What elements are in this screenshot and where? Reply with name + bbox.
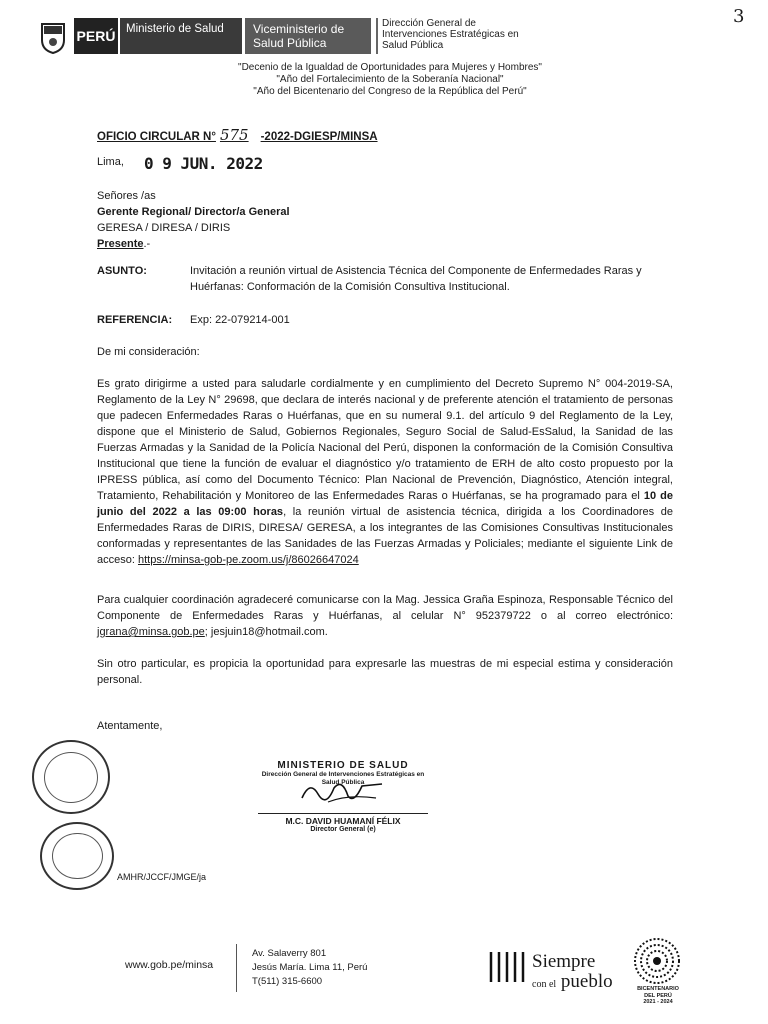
signature-directorate: Dirección General de Intervenciones Estratégicas en Salud Pública	[261, 771, 425, 786]
footer-address-line: Jesús María. Lima 11, Perú	[252, 962, 368, 973]
date-stamp: 0 9 JUN. 2022	[144, 154, 263, 173]
oficio-prefix: OFICIO CIRCULAR N°	[97, 131, 216, 143]
body-paragraph-1	[97, 376, 673, 568]
footer-divider	[236, 944, 237, 992]
zoom-link[interactable]: https://minsa-gob-pe.zoom.us/j/86026647024	[137, 554, 359, 566]
seal-inner-ring	[52, 833, 103, 880]
vice-ministry-badge: Viceministerio de Salud Pública	[245, 18, 371, 54]
place-label: Lima,	[97, 156, 124, 168]
bicentenario-line: DEL PERÚ	[644, 992, 672, 999]
initials: AMHR/JCCF/JMGE/ja	[117, 872, 207, 882]
slogan-line-2: pueblo	[560, 971, 613, 992]
bicentenario-line: 2021 - 2024	[643, 999, 673, 1005]
decenio-line: "Año del Bicentenario del Congreso de la República del Perú"	[253, 86, 527, 97]
ministry-badge: Ministerio de Salud	[120, 18, 242, 54]
body-paragraph-2	[97, 592, 673, 640]
slogan	[532, 952, 613, 995]
signature-role: Director General (e)	[310, 826, 376, 833]
decenio-block	[120, 62, 660, 98]
seal-stamp	[40, 822, 114, 890]
slogan-small: con el	[532, 979, 557, 990]
oficio-number: 575	[219, 126, 249, 144]
referencia-label: REFERENCIA:	[97, 314, 173, 326]
recipient-line: GERESA / DIRESA / DIRIS	[97, 222, 231, 234]
footer-address-line: Av. Salaverry 801	[252, 948, 327, 959]
handwritten-signature-icon	[298, 776, 388, 806]
footer-phone: T(511) 315-6600	[252, 976, 323, 987]
page-mark: 3	[733, 6, 745, 27]
signature-name: M.C. DAVID HUAMANÍ FÉLIX	[285, 816, 401, 826]
asunto-text: Invitación a reunión virtual de Asistencia Técnica del Componente de Enfermedades Raras y Huérfanas: Conformación de la Comisión Consultiva Institucional.	[190, 265, 642, 293]
asunto-label: ASUNTO:	[97, 265, 147, 277]
recipient-presente: Presente	[97, 238, 144, 250]
decenio-line: "Decenio de la Igualdad de Oportunidades para Mujeres y Hombres"	[238, 62, 542, 73]
seal-stamp	[32, 740, 110, 814]
footer-address	[252, 947, 367, 989]
email-link[interactable]: jgrana@minsa.gob.pe	[97, 626, 205, 638]
country-badge: PERÚ	[74, 18, 118, 54]
closing: Atentamente,	[97, 720, 163, 732]
directorate-label: Dirección General de Intervenciones Estratégicas en Salud Pública	[376, 18, 526, 54]
referencia-text: Exp: 22-079214-001	[190, 314, 290, 326]
slogan-line-1: Siempre	[532, 951, 596, 972]
body-text: ; jesjuin18@hotmail.com.	[204, 626, 328, 638]
siempre-con-el-pueblo-icon	[486, 948, 528, 986]
signature-line	[258, 813, 428, 814]
bicentenario-sun-icon	[632, 936, 682, 986]
body-text: Es grato dirigirme a usted para saludarle cordialmente y en cumplimiento del Decreto Supremo N° 004-2019-SA, Reglamento de la Ley N° 29698, que declara de interés nacional y de preferente atención el tratamiento de personas que padecen Enfermedades Raras o Huérfanas, que en su numeral 9.1. del artículo 9 del Reglamento de la Ley, dispone que el Ministerio de Salud, Gobiernos Regionales, Seguro Social de Salud-EsSalud, la Sanidad de las Fuerzas Armadas y la Sanidad de la Policía Nacional del Perú, disponen la conformación de la Comisión Consultiva Institucional que tiene la función de evaluar el diagnóstico y/o tratamiento de ERH de alto costo propuesto por la IPRESS pública, así como del Documento Técnico: Plan Nacional de Prevención, Diagnóstico, Atención integral, Tratamiento, Rehabilitación y Monitoreo de las Enfermedades Raras o Huérfanas, se ha programado para el	[97, 378, 673, 502]
oficio-suffix: -2022-DGIESP/MINSA	[260, 131, 378, 143]
body-text: Para cualquier coordinación agradeceré comunicarse con la Mag. Jessica Graña Espinoza, Responsable Técnico del Componente de Enfermedades Raras y Huérfanas, al celular N° 952379722 o al correo electrónico:	[97, 594, 673, 622]
decenio-line: "Año del Fortalecimiento de la Soberanía Nacional"	[276, 74, 504, 85]
recipient-presente-suffix: .-	[143, 238, 151, 250]
bicentenario-text	[627, 986, 689, 1006]
peru-coat-of-arms-icon	[38, 22, 68, 54]
recipient-line: Gerente Regional/ Director/a General	[97, 206, 290, 218]
recipient-line: Señores /as	[97, 190, 156, 202]
body-paragraph-3: Sin otro particular, es propicia la oportunidad para expresarle las muestras de mi especial estima y consideración personal.	[97, 658, 673, 686]
seal-inner-ring	[44, 752, 98, 803]
recipient-block	[97, 188, 290, 252]
meeting-date: 10 de junio del 2022 a las 09:00 horas	[97, 490, 673, 518]
body-text: , la reunión virtual de asistencia técnica, dirigida a los Coordinadores de Enfermedades Raras de DIRIS, DIRESA/ GERESA, a los integrantes de las Comisiones Consultivas Institucionales conformadas y representantes de las Sanidades de las Fuerzas Armadas y Policiales; mediante el siguiente Link de acceso:	[97, 506, 674, 566]
oficio-heading	[97, 126, 378, 144]
greeting: De mi consideración:	[97, 346, 200, 358]
footer-website[interactable]: www.gob.pe/minsa	[125, 959, 214, 971]
bicentenario-line: BICENTENARIO	[637, 986, 679, 992]
signature-entity: MINISTERIO DE SALUD	[277, 760, 409, 771]
